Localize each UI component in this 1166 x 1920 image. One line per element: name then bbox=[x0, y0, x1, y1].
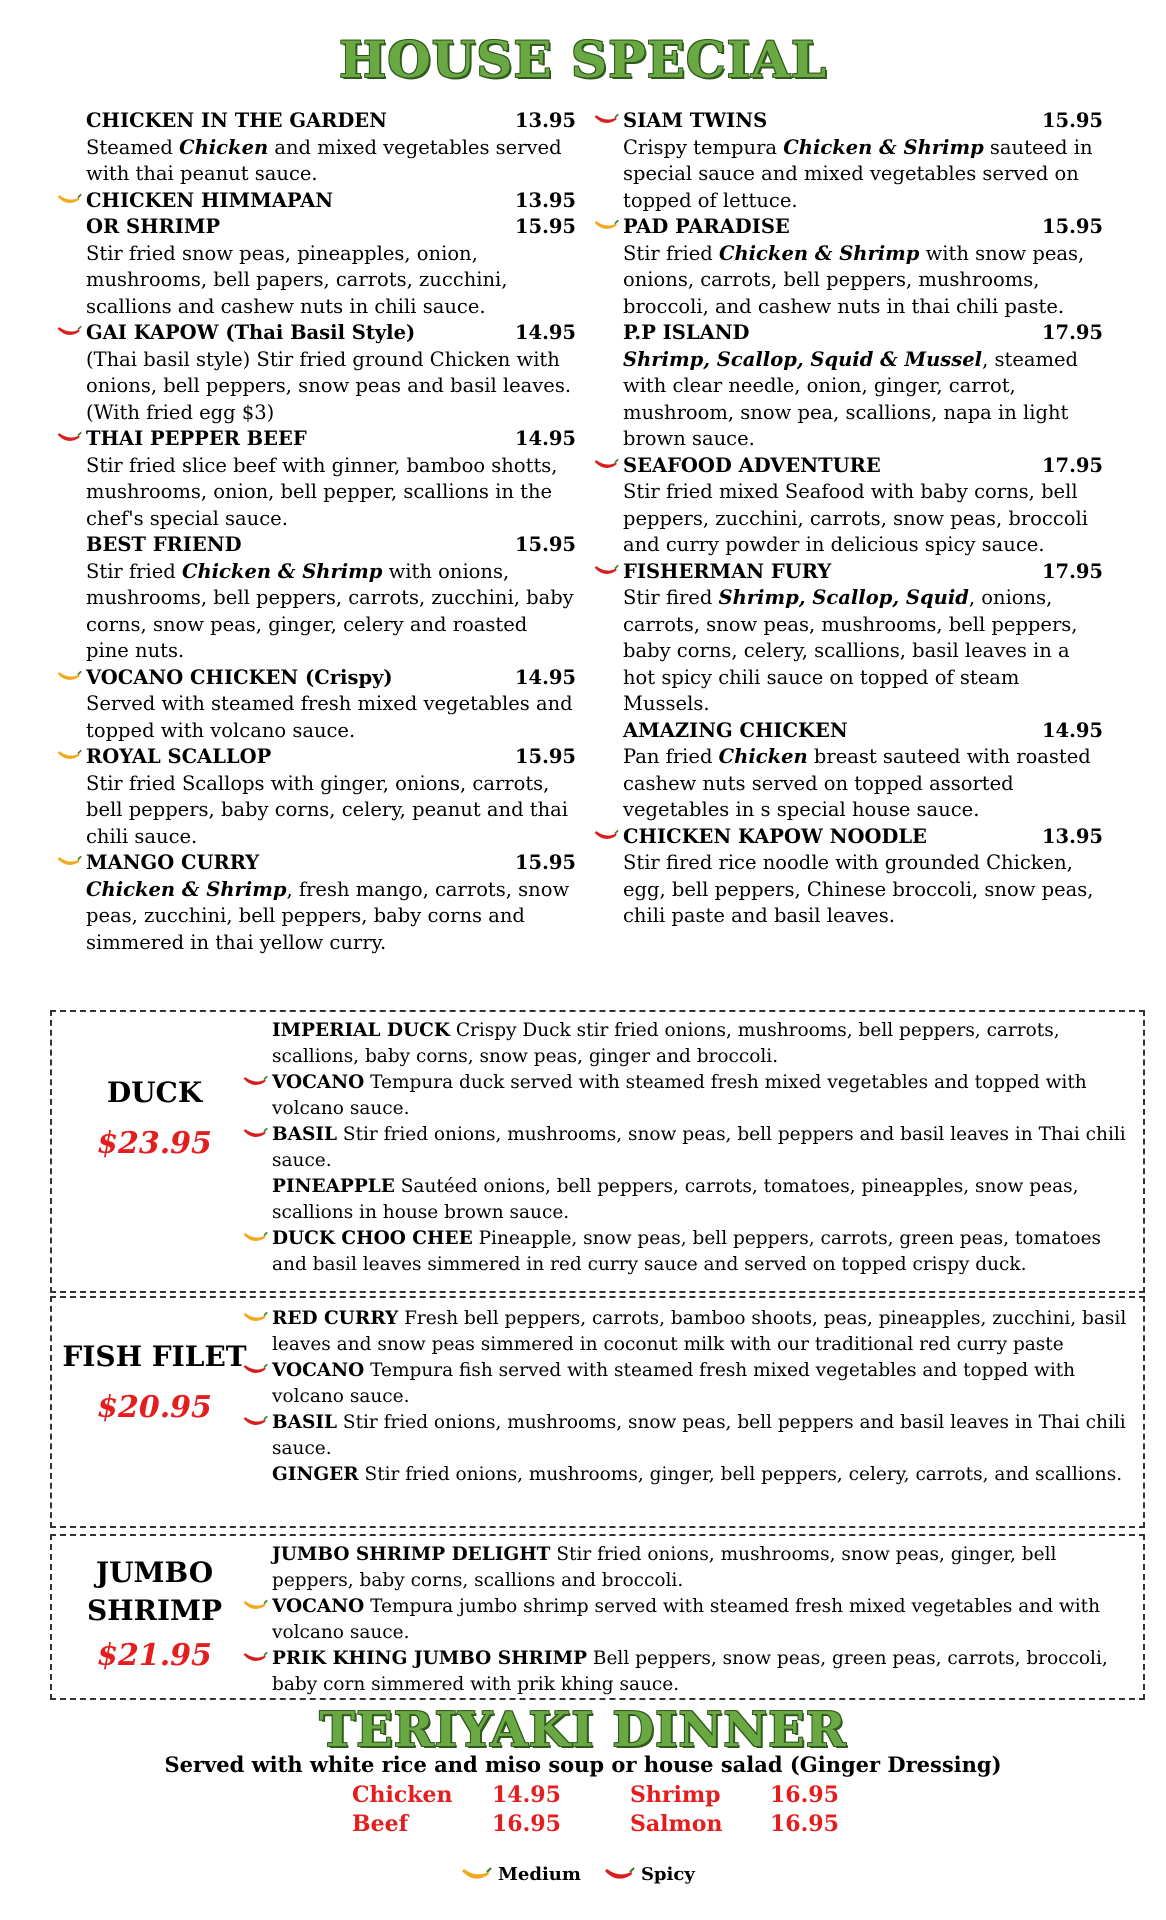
item-desc-text: Pan fried bbox=[623, 745, 719, 768]
item-desc-text: Stir fried bbox=[623, 241, 719, 265]
item-header bbox=[86, 744, 576, 771]
teriyaki-price: 16.95 bbox=[770, 1811, 839, 1837]
item-protein: Chicken bbox=[718, 745, 808, 768]
medium-chili-icon bbox=[56, 192, 82, 208]
menu-item bbox=[86, 426, 576, 532]
box-item-description: Fresh bell peppers, carrots, bamboo shoots, peas, pineapples, zucchini, basil leaves and snow peas simmered in coconut milk with our traditional red curry paste bbox=[272, 1308, 1127, 1355]
teriyaki-item: Shrimp bbox=[630, 1782, 721, 1808]
item-price: 13.95 bbox=[1041, 824, 1103, 848]
item-price: 14.95 bbox=[514, 665, 576, 689]
item-description bbox=[623, 135, 1103, 215]
box-item-name: RED CURRY bbox=[272, 1308, 399, 1329]
house-special-title: HOUSE SPECIAL bbox=[339, 30, 827, 89]
item-desc-text: Stir fried bbox=[86, 559, 182, 583]
menu-item bbox=[86, 744, 576, 850]
item-price: 15.95 bbox=[1041, 215, 1103, 238]
item-name: THAI PEPPER BEEF bbox=[86, 427, 307, 450]
spicy-chili-icon bbox=[242, 1126, 268, 1142]
teriyaki-price: 16.95 bbox=[492, 1811, 561, 1837]
box-item-name: VOCANO bbox=[272, 1072, 365, 1093]
box-item-description: Stir fried onions, mushrooms, snow peas, bell peppers and basil leaves in Thai chili sauce. bbox=[272, 1412, 1126, 1459]
item-price: 15.95 bbox=[514, 745, 576, 768]
legend-spicy-label: Spicy bbox=[640, 1864, 695, 1885]
item-header bbox=[623, 214, 1103, 241]
box-item-name: BASIL bbox=[272, 1412, 338, 1433]
spicy-chili-icon bbox=[56, 430, 82, 446]
duck-section bbox=[50, 1010, 1145, 1293]
menu-item bbox=[623, 559, 1103, 718]
spicy-chili-icon bbox=[593, 828, 619, 844]
item-description bbox=[623, 347, 1103, 453]
item-description bbox=[86, 135, 576, 188]
item-description bbox=[86, 771, 576, 851]
menu-item bbox=[86, 108, 576, 188]
spicy-chili-icon bbox=[242, 1414, 268, 1430]
box-item-name: GINGER bbox=[272, 1464, 359, 1485]
fish-filet-label bbox=[52, 1338, 257, 1425]
item-protein: Chicken & Shrimp bbox=[718, 241, 920, 265]
item-price: 15.95 bbox=[1041, 109, 1103, 132]
item-desc-text: with snow peas, onions, carrots, bell peppers, mushrooms, broccoli, and cashew nuts in thai chili paste. bbox=[623, 241, 1085, 318]
item-desc-text: , fresh mango, carrots, snow peas, zucchini, bell peppers, baby corns and simmered in thai yellow curry. bbox=[86, 877, 570, 954]
item-header bbox=[623, 559, 1103, 586]
item-desc-text: (Thai basil style) Stir fried ground Chicken with onions, bell peppers, snow peas and basil leaves. (With fried egg $3) bbox=[86, 347, 572, 424]
item-name: SEAFOOD ADVENTURE bbox=[623, 453, 881, 477]
box-item-name: VOCANO bbox=[272, 1596, 365, 1617]
menu-item bbox=[623, 214, 1103, 320]
menu-item bbox=[86, 188, 576, 321]
item-name: FISHERMAN FURY bbox=[623, 559, 832, 583]
section-name: FISH FILET bbox=[62, 1340, 247, 1373]
box-item-description: Tempura jumbo shrimp served with steamed fresh mixed vegetables and with volcano sauce. bbox=[272, 1596, 1101, 1643]
item-name: CHICKEN KAPOW NOODLE bbox=[623, 824, 927, 848]
item-desc-text: Served with steamed fresh mixed vegetables and topped with volcano sauce. bbox=[86, 692, 573, 742]
item-desc-text: Stir fried slice beef with ginner, bamboo shotts, mushrooms, onion, bell pepper, scallions in the chef's special sauce. bbox=[86, 453, 558, 530]
medium-chili-icon bbox=[56, 748, 82, 764]
box-item-description: Pineapple, snow peas, bell peppers, carrots, green peas, tomatoes and basil leaves simmered in red curry sauce and served on topped crispy duck. bbox=[272, 1228, 1102, 1275]
menu-item bbox=[86, 665, 576, 745]
section-price: $20.95 bbox=[97, 1390, 212, 1425]
item-name: BEST FRIEND bbox=[86, 533, 242, 556]
box-item-description: Stir fried onions, mushrooms, snow peas, bell peppers and basil leaves in Thai chili sauce. bbox=[272, 1124, 1126, 1171]
spicy-chili-icon bbox=[593, 457, 619, 473]
item-description bbox=[86, 347, 576, 427]
menu-item bbox=[86, 532, 576, 665]
teriyaki-subtitle: Served with white rice and miso soup or house salad (Ginger Dressing) bbox=[164, 1752, 1002, 1777]
menu-item bbox=[623, 824, 1103, 930]
box-item-name: PRIK KHING JUMBO SHRIMP bbox=[272, 1648, 587, 1669]
box-item-description: Bell peppers, snow peas, green peas, carrots, broccoli, baby corn simmered with prik khing sauce. bbox=[272, 1648, 1108, 1695]
menu-item bbox=[86, 850, 576, 956]
box-item-description: Stir fried onions, mushrooms, snow peas, ginger, bell peppers, baby corns, scallions and broccoli. bbox=[272, 1544, 1057, 1591]
box-menu-item bbox=[272, 1226, 1131, 1278]
box-item-name: IMPERIAL DUCK bbox=[272, 1020, 450, 1041]
item-header bbox=[623, 108, 1103, 135]
legend-medium-label: Medium bbox=[498, 1864, 581, 1885]
box-menu-item bbox=[272, 1462, 1131, 1488]
item-price: 15.95 bbox=[514, 851, 576, 874]
item-protein: Chicken bbox=[179, 135, 269, 159]
item-price: 14.95 bbox=[514, 321, 576, 344]
menu-item bbox=[623, 108, 1103, 214]
item-description bbox=[623, 744, 1103, 824]
medium-chili-icon bbox=[242, 1230, 268, 1246]
item-price: 13.95 bbox=[514, 109, 576, 132]
fish-filet-items bbox=[272, 1306, 1131, 1488]
item-protein: Shrimp, Scallop, Squid & Mussel bbox=[623, 347, 983, 371]
item-desc-text: Stir fried snow peas, pineapples, onion, mushrooms, bell papers, carrots, zucchini, scallions and cashew nuts in chili sauce. bbox=[86, 241, 508, 318]
item-name: MANGO CURRY bbox=[86, 851, 260, 874]
box-menu-item bbox=[272, 1306, 1131, 1358]
teriyaki-title: TERIYAKI DINNER bbox=[319, 1702, 847, 1758]
item-header bbox=[86, 188, 576, 215]
item-header bbox=[623, 453, 1103, 480]
spicy-chili-icon bbox=[242, 1362, 268, 1378]
item-name: AMAZING CHICKEN bbox=[623, 718, 848, 742]
item-name: SIAM TWINS bbox=[623, 109, 768, 132]
item-description bbox=[86, 241, 576, 321]
item-protein: Shrimp, Scallop, Squid bbox=[718, 586, 969, 609]
menu-item bbox=[623, 320, 1103, 453]
item-desc-text: Crispy tempura bbox=[623, 135, 784, 159]
item-price: 17.95 bbox=[1041, 559, 1103, 583]
item-header bbox=[623, 718, 1103, 745]
teriyaki-price: 14.95 bbox=[492, 1782, 561, 1808]
item-description bbox=[623, 241, 1103, 321]
item-name: PAD PARADISE bbox=[623, 215, 790, 238]
item-header bbox=[86, 108, 576, 135]
menu-item bbox=[86, 320, 576, 426]
box-menu-item bbox=[272, 1174, 1131, 1226]
item-description bbox=[86, 877, 576, 957]
item-name: CHICKEN IN THE GARDEN bbox=[86, 109, 387, 132]
medium-chili-icon bbox=[593, 218, 619, 234]
box-menu-item bbox=[272, 1646, 1131, 1698]
item-name: VOCANO CHICKEN (Crispy) bbox=[86, 665, 393, 689]
medium-chili-icon bbox=[242, 1310, 268, 1326]
item-desc-text: , onions, carrots, snow peas, mushrooms, bell peppers, baby corns, celery, scallions, basil leaves in a hot spicy chili sauce on topped of steam Mussels. bbox=[623, 586, 1078, 715]
item-desc-text: breast sauteed with roasted cashew nuts served on topped assorted vegetables in s special house sauce. bbox=[623, 745, 1091, 821]
spicy-chili-icon bbox=[603, 1866, 635, 1884]
item-desc-text: Stir fried Scallops with ginger, onions, carrots, bell peppers, baby corns, celery, peanut and thai chili sauce. bbox=[86, 771, 569, 848]
item-price: 17.95 bbox=[1041, 453, 1103, 477]
box-item-description: Stir fried onions, mushrooms, ginger, bell peppers, celery, carrots, and scallions. bbox=[358, 1464, 1123, 1485]
item-header bbox=[86, 850, 576, 877]
box-menu-item bbox=[272, 1122, 1131, 1174]
spicy-chili-icon bbox=[56, 324, 82, 340]
spicy-chili-icon bbox=[593, 563, 619, 579]
box-item-name: PINEAPPLE bbox=[272, 1176, 395, 1197]
item-price: 14.95 bbox=[1041, 718, 1103, 742]
box-item-description: Crispy Duck stir fried onions, mushrooms, bell peppers, carrots, scallions, baby corns, snow peas, ginger and broccoli. bbox=[272, 1020, 1060, 1067]
box-menu-item bbox=[272, 1358, 1131, 1410]
medium-chili-icon bbox=[460, 1866, 492, 1884]
jumbo-shrimp-section bbox=[50, 1534, 1145, 1700]
section-name-line1: JUMBO bbox=[95, 1556, 214, 1589]
jumbo-shrimp-items bbox=[272, 1542, 1131, 1698]
box-item-description: Tempura duck served with steamed fresh mixed vegetables and topped with volcano sauce. bbox=[272, 1072, 1087, 1119]
right-menu-column bbox=[623, 108, 1103, 930]
box-item-description: Tempura fish served with steamed fresh mixed vegetables and topped with volcano sauce. bbox=[272, 1360, 1076, 1407]
item-price: 17.95 bbox=[1041, 321, 1103, 344]
item-desc-text: Stir fired rice noodle with grounded Chicken, egg, bell peppers, Chinese broccoli, snow peas, chili paste and basil leaves. bbox=[623, 851, 1094, 927]
item-price: 15.95 bbox=[514, 533, 576, 556]
medium-chili-icon bbox=[242, 1598, 268, 1614]
item-desc-text: Steamed bbox=[86, 135, 180, 159]
item-desc-text: sauteed in special sauce and mixed vegetables served on topped of lettuce. bbox=[623, 135, 1093, 212]
item-name: GAI KAPOW (Thai Basil Style) bbox=[86, 321, 416, 344]
item-header bbox=[86, 426, 576, 453]
chili-legend bbox=[460, 1864, 703, 1885]
duck-label bbox=[52, 1074, 257, 1161]
section-price: $23.95 bbox=[97, 1126, 212, 1161]
jumbo-shrimp-label bbox=[52, 1554, 257, 1673]
item-description bbox=[86, 453, 576, 533]
item-desc-text: Stir fired bbox=[623, 586, 719, 609]
item-description bbox=[623, 850, 1103, 930]
box-menu-item bbox=[272, 1594, 1131, 1646]
item-protein: Chicken & Shrimp bbox=[181, 559, 383, 583]
item-protein: Chicken & Shrimp bbox=[86, 877, 287, 901]
left-menu-column bbox=[86, 108, 576, 956]
item-header-alt bbox=[86, 214, 576, 241]
medium-chili-icon bbox=[56, 854, 82, 870]
item-desc-text: Stir fried mixed Seafood with baby corns, bell peppers, zucchini, carrots, snow peas, broccoli and curry powder in delicious spicy sauce. bbox=[623, 480, 1088, 556]
fish-filet-section bbox=[50, 1296, 1145, 1528]
teriyaki-item: Salmon bbox=[630, 1811, 723, 1837]
spicy-chili-icon bbox=[242, 1650, 268, 1666]
item-desc-text: with onions, mushrooms, bell peppers, carrots, zucchini, baby corns, snow peas, ginger, celery and roasted pine nuts. bbox=[86, 559, 574, 662]
item-header bbox=[86, 532, 576, 559]
spicy-chili-icon bbox=[242, 1074, 268, 1090]
box-item-name: JUMBO SHRIMP DELIGHT bbox=[272, 1544, 551, 1565]
item-description bbox=[86, 691, 576, 744]
teriyaki-item: Chicken bbox=[352, 1782, 453, 1808]
menu-item bbox=[623, 718, 1103, 824]
box-menu-item bbox=[272, 1018, 1131, 1070]
box-item-name: VOCANO bbox=[272, 1360, 365, 1381]
duck-items bbox=[272, 1018, 1131, 1278]
section-name: DUCK bbox=[106, 1076, 203, 1109]
box-menu-item bbox=[272, 1070, 1131, 1122]
item-desc-text: and mixed vegetables served with thai peanut sauce. bbox=[86, 135, 562, 185]
item-name: P.P ISLAND bbox=[623, 321, 750, 344]
item-name: ROYAL SCALLOP bbox=[86, 745, 272, 768]
item-price-alt: 15.95 bbox=[514, 215, 576, 238]
item-header bbox=[623, 320, 1103, 347]
section-price: $21.95 bbox=[97, 1638, 212, 1673]
item-price: 14.95 bbox=[514, 427, 576, 450]
box-menu-item bbox=[272, 1410, 1131, 1462]
item-name-alt: OR SHRIMP bbox=[86, 215, 221, 238]
item-desc-text: , steamed with clear needle, onion, ginger, carrot, mushroom, snow pea, scallions, napa in light brown sauce. bbox=[623, 347, 1078, 450]
item-price: 13.95 bbox=[514, 188, 576, 212]
section-name-line2: SHRIMP bbox=[86, 1594, 223, 1627]
box-item-name: DUCK CHOO CHEE bbox=[272, 1228, 473, 1249]
item-protein: Chicken & Shrimp bbox=[783, 135, 984, 159]
box-item-description: Sautéed onions, bell peppers, carrots, tomatoes, pineapples, snow peas, scallions in house brown sauce. bbox=[272, 1176, 1079, 1223]
item-header bbox=[86, 665, 576, 692]
spicy-chili-icon bbox=[593, 112, 619, 128]
item-header bbox=[623, 824, 1103, 851]
teriyaki-item: Beef bbox=[352, 1811, 409, 1837]
teriyaki-price: 16.95 bbox=[770, 1782, 839, 1808]
box-menu-item bbox=[272, 1542, 1131, 1594]
item-name: CHICKEN HIMMAPAN bbox=[86, 188, 334, 212]
item-description bbox=[623, 585, 1103, 718]
box-item-name: BASIL bbox=[272, 1124, 338, 1145]
item-header bbox=[86, 320, 576, 347]
item-description bbox=[86, 559, 576, 665]
medium-chili-icon bbox=[56, 669, 82, 685]
item-description bbox=[623, 479, 1103, 559]
menu-item bbox=[623, 453, 1103, 559]
